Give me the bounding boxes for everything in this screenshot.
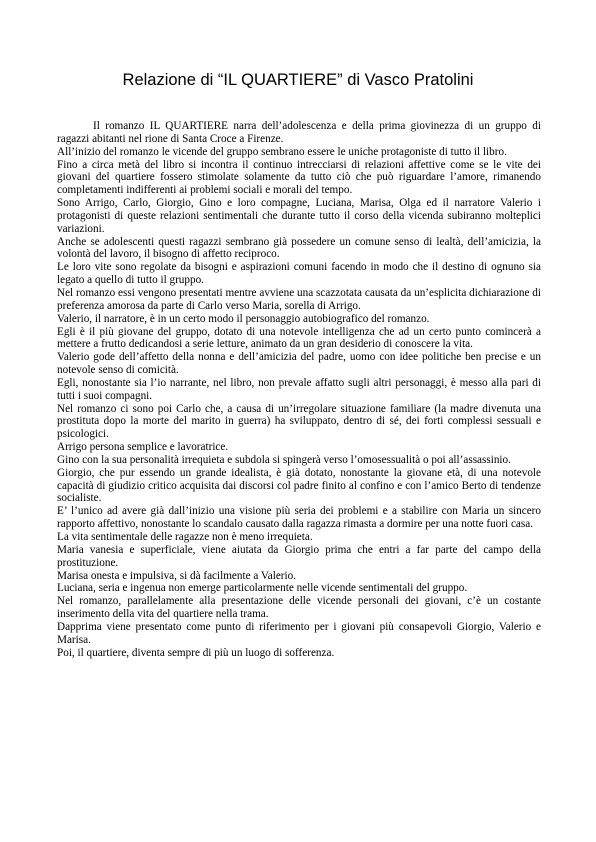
paragraph: Valerio, il narratore, è in un certo modo il personaggio autobiografico del romanzo. xyxy=(57,312,430,325)
paragraph: Nel romanzo, parallelamente alla presentazione delle vicende personali dei giovani, c’è un costante inserimento della vita del quartiere nella trama. xyxy=(57,595,541,621)
paragraph: Nel romanzo essi vengono presentati mentre avviene una scazzotata causata da un’esplicita dichiarazione di preferenza amorosa da parte di Carlo verso Maria, sorella di Arrigo. xyxy=(57,286,541,312)
paragraph: Fino a circa metà del libro si incontra il continuo intrecciarsi di relazioni affettive come se le vite dei giovani del quartiere fossero stimolate solamente da tutto ciò che può riguardare l’amore, rimanendo completamenti indifferenti ai problemi sociali e morali del tempo. xyxy=(57,158,541,197)
paragraph: Gino con la sua personalità irrequieta e subdola si spingerà verso l’omosessualità o poi all’assassinio. xyxy=(57,453,511,466)
paragraph: Valerio gode dell’affetto della nonna e dell’amicizia del padre, uomo con idee politiche ben precise e un notevole senso di comicità. xyxy=(57,351,541,377)
paragraph: Il romanzo IL QUARTIERE narra dell’adolescenza e della prima giovinezza di un gruppo di ragazzi abitanti nel rione di Santa Croce a Firenze. xyxy=(57,120,541,145)
paragraph: Poi, il quartiere, diventa sempre di più un luogo di sofferenza. xyxy=(57,646,335,659)
paragraph: Arrigo persona semplice e lavoratrice. xyxy=(57,441,229,454)
paragraph: Maria vanesia e superficiale, viene aiutata da Giorgio prima che entri a far parte del campo della prostituzione. xyxy=(57,543,541,569)
paragraph: Egli, nonostante sia l’io narrante, nel libro, non prevale affatto sugli altri personaggi, è messo alla pari di tutti i suoi compagni. xyxy=(57,376,541,402)
paragraph: Luciana, seria e ingenua non emerge particolarmente nelle vicende sentimentali del gruppo. xyxy=(57,582,468,595)
paragraph: Nel romanzo ci sono poi Carlo che, a causa di un’irregolare situazione familiare (la madre divenuta una prostituta dopo la morte del marito in guerra) ha sviluppato, dentro di sé, dei forti complessi sessuali e psicologici. xyxy=(57,402,541,441)
paragraph: La vita sentimentale delle ragazze non è meno irrequieta. xyxy=(57,531,313,543)
paragraph: Giorgio, che pur essendo un grande idealista, è già dotato, nonostante la giovane età, di una notevole capacità di giudizio critico acquisita dai discorsi col padre finito al confino e con l’amico Berto di tendenze socialiste. xyxy=(57,466,541,505)
paragraph: Le loro vite sono regolate da bisogni e aspirazioni comuni facendo in modo che il destino di ognuno sia legato a quello di tutto il gruppo. xyxy=(57,261,541,287)
paragraph: All’inizio del romanzo le vicende del gruppo sembrano essere le uniche protagoniste di tutto il libro. xyxy=(57,145,507,158)
document-title: Relazione di “IL QUARTIERE” di Vasco Pratolini xyxy=(122,71,474,89)
paragraph: Dapprima viene presentato come punto di riferimento per i giovani più consapevoli Giorgio, Valerio e Marisa. xyxy=(57,620,541,646)
paragraph: E’ l’unico ad avere già dall’inizio una visione più seria dei problemi e a stabilire con Maria un sincero rapporto affettivo, nonostante lo scandalo causato dalla ragazza rimasta a dormire per una notte fuori casa. xyxy=(57,505,541,531)
paragraph: Egli è il più giovane del gruppo, dotato di una notevole intelligenza che ad un certo punto comincerà a mettere a frutto dedicandosi a serie letture, animato da un gran desiderio di conoscere la vita. xyxy=(57,325,541,351)
paragraph: Sono Arrigo, Carlo, Giorgio, Gino e loro compagne, Luciana, Marisa, Olga ed il narratore Valerio i protagonisti di queste relazioni sentimentali che durante tutto il corso della vicenda subiranno molteplici variazioni. xyxy=(57,197,541,235)
paragraph: Marisa onesta e impulsiva, si dà facilmente a Valerio. xyxy=(57,569,297,582)
paragraph: Anche se adolescenti questi ragazzi sembrano già possedere un comune senso di lealtà, dell’amicizia, la volontà del lavoro, il bisogno di affetto reciproco. xyxy=(57,235,541,261)
document-body xyxy=(57,120,541,659)
